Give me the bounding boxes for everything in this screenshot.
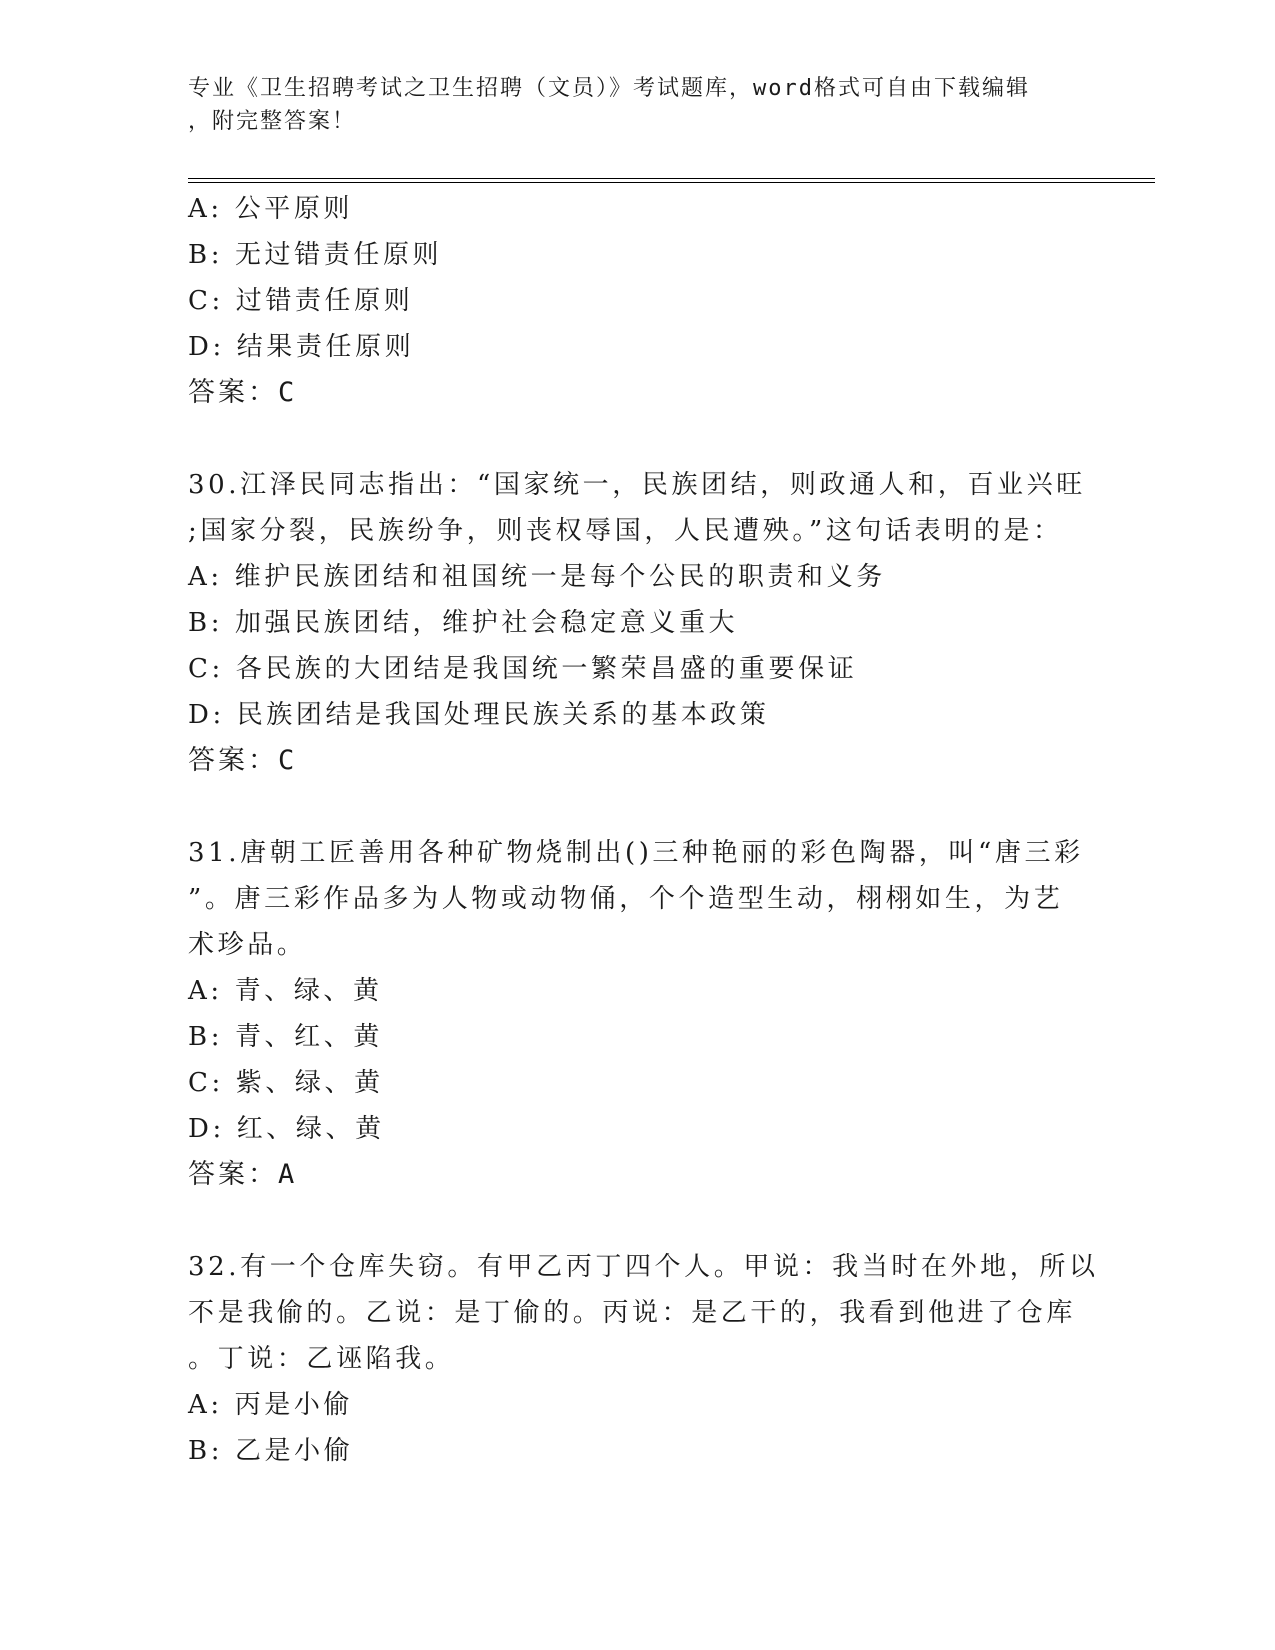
answer: 答案：A bbox=[188, 1159, 298, 1190]
question-stem-line: 31.唐朝工匠善用各种矿物烧制出()三种艳丽的彩色陶器，叫“唐三彩 bbox=[188, 838, 1084, 868]
option-b: B: 乙是小偷 bbox=[188, 1436, 354, 1466]
question-stem-line: ;国家分裂，民族纷争，则丧权辱国，人民遭殃。”这句话表明的是： bbox=[188, 516, 1063, 546]
question-31 bbox=[188, 830, 1088, 1198]
option-b: B: 无过错责任原则 bbox=[188, 240, 443, 270]
option-a: A: 公平原则 bbox=[188, 194, 354, 224]
question-stem-line: 。丁说：乙诬陷我。 bbox=[188, 1344, 455, 1374]
header-line-1: 专业《卫生招聘考试之卫生招聘（文员）》考试题库，word格式可自由下载编辑 bbox=[188, 76, 1030, 101]
document-header bbox=[188, 72, 1068, 138]
header-divider-bottom bbox=[188, 182, 1155, 183]
option-c: C: 紫、绿、黄 bbox=[188, 1068, 384, 1098]
option-b: B: 加强民族团结，维护社会稳定意义重大 bbox=[188, 608, 739, 638]
answer: 答案：C bbox=[188, 377, 298, 408]
option-d: D: 红、绿、黄 bbox=[188, 1114, 385, 1144]
option-a: A: 丙是小偷 bbox=[188, 1390, 354, 1420]
option-c: C: 各民族的大团结是我国统一繁荣昌盛的重要保证 bbox=[188, 654, 858, 684]
option-a: A: 青、绿、黄 bbox=[188, 976, 383, 1006]
question-stem-line: 术珍品。 bbox=[188, 930, 307, 960]
question-30 bbox=[188, 462, 1088, 784]
question-stem-line: ”。唐三彩作品多为人物或动物俑，个个造型生动，栩栩如生，为艺 bbox=[188, 884, 1064, 914]
question-29 bbox=[188, 186, 1088, 416]
option-d: D: 民族团结是我国处理民族关系的基本政策 bbox=[188, 700, 770, 730]
option-d: D: 结果责任原则 bbox=[188, 332, 415, 362]
question-stem-line: 32.有一个仓库失窃。有甲乙丙丁四个人。甲说：我当时在外地，所以 bbox=[188, 1252, 1099, 1282]
header-divider-top bbox=[188, 178, 1155, 179]
question-list bbox=[188, 186, 1099, 1474]
question-stem-line: 不是我偷的。乙说：是丁偷的。丙说：是乙干的，我看到他进了仓库 bbox=[188, 1298, 1077, 1328]
option-b: B: 青、红、黄 bbox=[188, 1022, 383, 1052]
header-line-2: ，附完整答案！ bbox=[188, 109, 357, 134]
question-stem-line: 30.江泽民同志指出：“国家统一，民族团结，则政通人和，百业兴旺 bbox=[188, 470, 1086, 500]
question-32 bbox=[188, 1244, 1099, 1474]
option-c: C: 过错责任原则 bbox=[188, 286, 414, 316]
answer: 答案：C bbox=[188, 745, 298, 776]
option-a: A: 维护民族团结和祖国统一是每个公民的职责和义务 bbox=[188, 562, 886, 592]
